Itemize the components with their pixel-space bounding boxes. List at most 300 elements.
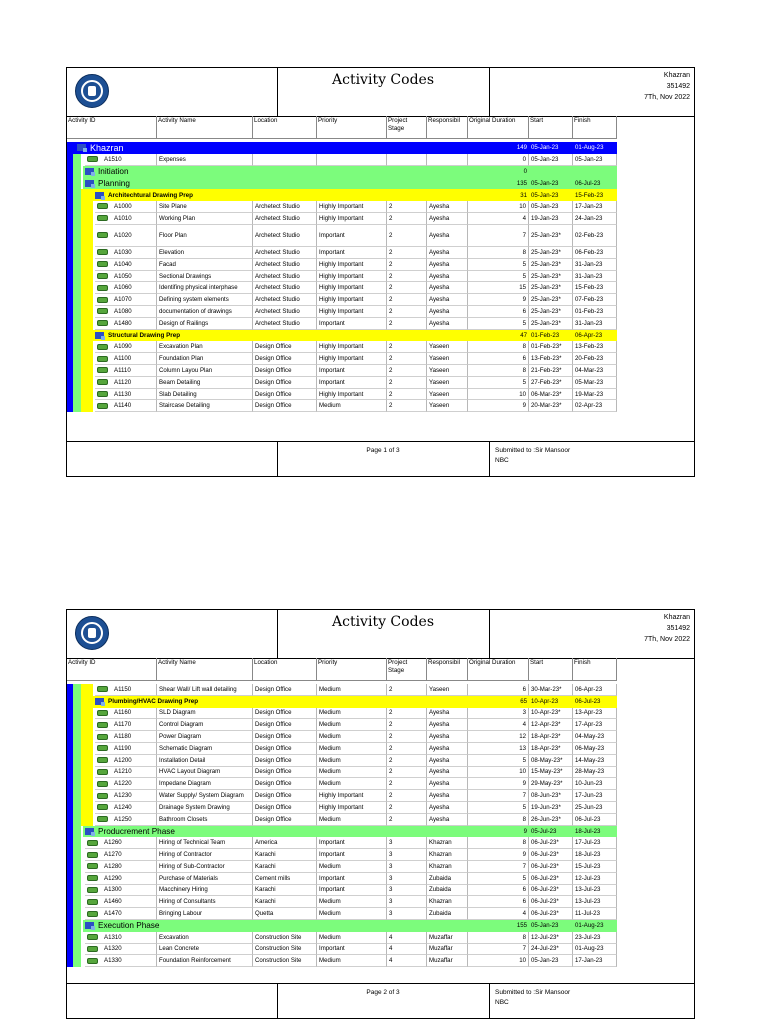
wbs-name: Execution Phase (98, 921, 160, 931)
cell-name: Power Diagram (157, 731, 253, 743)
cell-stage: 2 (387, 377, 427, 389)
cell-dur: 8 (468, 814, 529, 826)
cell-stage: 2 (387, 814, 427, 826)
cell-id (95, 802, 157, 814)
cell-resp: Muzaffar (427, 955, 468, 967)
cell-start: 15-May-23* (529, 767, 573, 779)
wbs-name: Structural Drawing Prep (108, 332, 181, 339)
cell-stage: 2 (387, 294, 427, 306)
cell-finish: 15-Feb-23 (573, 282, 617, 294)
hierarchy-bar-yellow (81, 189, 93, 412)
activity-id: A1330 (104, 957, 122, 965)
cell-pri: Important (317, 944, 387, 956)
wbs-start: 01-Feb-23 (531, 332, 560, 339)
cell-finish: 18-Jul-23 (573, 849, 617, 861)
cell-resp: Yaseen (427, 400, 468, 412)
cell-start: 24-Jul-23* (529, 944, 573, 956)
activity-id: A1460 (104, 898, 122, 906)
activity-id: A1130 (114, 390, 132, 398)
activity-bar-icon (97, 344, 108, 350)
cell-id (85, 932, 157, 944)
cell-stage: 3 (387, 896, 427, 908)
cell-pri: Highly Important (317, 213, 387, 225)
cell-id (95, 778, 157, 790)
cell-id (95, 814, 157, 826)
activity-row[interactable] (67, 213, 617, 225)
activity-row[interactable] (67, 201, 617, 213)
activity-row[interactable] (67, 778, 617, 790)
activity-bar-icon (97, 816, 108, 822)
cell-pri: Medium (317, 400, 387, 412)
cell-start: 21-Feb-23* (529, 365, 573, 377)
activity-bar-icon (97, 793, 108, 799)
cell-id (85, 885, 157, 897)
column-header-name[interactable]: Activity Name (157, 658, 253, 680)
cell-finish: 17-Jul-23 (573, 837, 617, 849)
wbs-name: Plumbing/HVAC Drawing Prep (108, 698, 199, 706)
cell-id (95, 213, 157, 225)
activity-row[interactable] (67, 790, 617, 802)
activity-bar-icon (97, 391, 108, 397)
activity-row[interactable] (67, 306, 617, 318)
cell-start: 08-May-23* (529, 755, 573, 767)
cell-resp: Ayesha (427, 790, 468, 802)
column-header-stage[interactable]: Project Stage (387, 658, 427, 680)
hierarchy-bar-green (73, 684, 81, 967)
cell-dur: 8 (468, 837, 529, 849)
cell-resp: Ayesha (427, 778, 468, 790)
cell-start: 12-Apr-23* (529, 719, 573, 731)
cell-loc: Archetect Studio (253, 306, 317, 318)
cell-id (95, 731, 157, 743)
cell-id (85, 944, 157, 956)
cell-pri: Important (317, 885, 387, 897)
cell-stage: 2 (387, 271, 427, 283)
cell-loc: Design Office (253, 814, 317, 826)
cell-pri: Highly Important (317, 790, 387, 802)
cell-id (95, 259, 157, 271)
wbs-row-green[interactable] (83, 177, 617, 189)
wbs-row-yellow[interactable] (93, 330, 617, 342)
wbs-start: 05-Jan-23 (531, 191, 559, 199)
activity-row[interactable] (67, 708, 617, 720)
cell-resp: Zubaida (427, 873, 468, 885)
cell-finish: 31-Jan-23 (573, 318, 617, 330)
wbs-label (93, 189, 473, 201)
cell-resp: Ayesha (427, 814, 468, 826)
cell-start: 06-Jul-23* (529, 849, 573, 861)
column-header-loc[interactable]: Location (253, 116, 317, 138)
activity-row[interactable] (67, 743, 617, 755)
cell-resp: Yaseen (427, 684, 468, 696)
cell-stage: 2 (387, 790, 427, 802)
wbs-dur: 65 (520, 698, 527, 706)
cell-resp: Ayesha (427, 201, 468, 213)
activity-row[interactable] (67, 247, 617, 259)
wbs-row-blue[interactable] (75, 142, 617, 154)
cell-resp: Ayesha (427, 247, 468, 259)
submitted-to: Submitted to :Sir Mansoor (495, 989, 571, 996)
cell-stage (387, 154, 427, 166)
wbs-label (93, 330, 473, 342)
cell-loc: Design Office (253, 400, 317, 412)
cell-pri: Medium (317, 731, 387, 743)
activity-id: A1050 (114, 272, 132, 280)
activity-bar-icon (97, 285, 108, 291)
wbs-row-green[interactable] (83, 920, 617, 932)
wbs-finish: 06-Apr-23 (575, 332, 603, 339)
cell-pri: Medium (317, 708, 387, 720)
cell-loc: Construction Site (253, 955, 317, 967)
column-header-resp[interactable]: Responsibil (427, 116, 468, 138)
cell-finish: 04-May-23 (573, 731, 617, 743)
cell-id (95, 389, 157, 401)
cell-resp: Ayesha (427, 731, 468, 743)
cell-name: Floor Plan (157, 225, 253, 247)
cell-start: 25-Jan-23* (529, 282, 573, 294)
activity-row[interactable] (67, 684, 617, 696)
activity-bar-icon (97, 710, 108, 716)
cell-pri: Medium (317, 896, 387, 908)
cell-name: Facad (157, 259, 253, 271)
cell-id (85, 873, 157, 885)
cell-dur: 5 (468, 377, 529, 389)
activity-row[interactable] (67, 353, 617, 365)
activity-row[interactable] (67, 154, 617, 166)
activity-bar-icon (97, 261, 108, 267)
cell-id (85, 861, 157, 873)
activity-bar-icon (87, 156, 98, 162)
cell-pri: Important (317, 873, 387, 885)
cell-resp: Ayesha (427, 755, 468, 767)
cell-loc: Design Office (253, 790, 317, 802)
activity-row[interactable] (67, 400, 617, 412)
cell-finish: 28-May-23 (573, 767, 617, 779)
cell-finish: 05-Jan-23 (573, 154, 617, 166)
activity-row[interactable] (67, 389, 617, 401)
cell-stage: 2 (387, 353, 427, 365)
cell-loc: Construction Site (253, 932, 317, 944)
cell-name: Bathroom Closets (157, 814, 253, 826)
column-header-stage[interactable]: Project Stage (387, 116, 427, 138)
cell-start: 25-Jan-23* (529, 294, 573, 306)
column-header-pri[interactable]: Priority (317, 658, 387, 680)
hierarchy-bar-green (73, 154, 81, 412)
cell-loc: Design Office (253, 767, 317, 779)
cell-name: Lean Concrete (157, 944, 253, 956)
cell-resp: Khazran (427, 896, 468, 908)
activity-row[interactable] (67, 944, 617, 956)
cell-loc: Design Office (253, 684, 317, 696)
wbs-folder-icon (85, 828, 94, 835)
cell-id (95, 201, 157, 213)
cell-id (85, 908, 157, 920)
activity-bar-icon (97, 273, 108, 279)
cell-id (95, 790, 157, 802)
cell-finish: 13-Jul-23 (573, 885, 617, 897)
activity-id: A1080 (114, 307, 132, 315)
column-header-finish[interactable]: Finish (573, 658, 617, 680)
cell-name: Schematic Diagram (157, 743, 253, 755)
cell-pri: Important (317, 365, 387, 377)
activity-row[interactable] (67, 294, 617, 306)
activity-row[interactable] (67, 849, 617, 861)
cell-pri: Medium (317, 908, 387, 920)
cell-dur: 6 (468, 885, 529, 897)
cell-dur: 6 (468, 306, 529, 318)
wbs-row-green[interactable] (83, 166, 617, 178)
cell-resp: Zubaida (427, 908, 468, 920)
activity-bar-icon (97, 769, 108, 775)
cell-dur: 6 (468, 896, 529, 908)
company-logo (75, 74, 109, 108)
cell-pri: Medium (317, 861, 387, 873)
activity-bar-icon (87, 958, 98, 964)
activity-row[interactable] (67, 377, 617, 389)
cell-name: Working Plan (157, 213, 253, 225)
cell-loc (253, 154, 317, 166)
column-header-dur[interactable]: Original Duration (468, 116, 529, 138)
activity-id: A1310 (104, 933, 122, 941)
activity-row[interactable] (67, 932, 617, 944)
activity-row[interactable] (67, 767, 617, 779)
cell-loc: Design Office (253, 755, 317, 767)
activity-row[interactable] (67, 885, 617, 897)
cell-stage: 3 (387, 885, 427, 897)
cell-finish: 01-Feb-23 (573, 306, 617, 318)
submitted-to: Submitted to :Sir Mansoor (495, 447, 571, 454)
cell-loc: Archetect Studio (253, 282, 317, 294)
cell-dur: 12 (468, 731, 529, 743)
cell-stage: 2 (387, 802, 427, 814)
cell-name: Hiring of Consultants (157, 896, 253, 908)
wbs-start: 05-Jan-23 (531, 179, 559, 187)
activity-bar-icon (97, 379, 108, 385)
cell-name: Expenses (157, 154, 253, 166)
activity-id: A1160 (114, 709, 132, 717)
cell-name: Site Plane (157, 201, 253, 213)
cell-finish: 31-Jan-23 (573, 259, 617, 271)
wbs-label (83, 920, 463, 932)
cell-resp: Ayesha (427, 767, 468, 779)
activity-bar-icon (87, 852, 98, 858)
activity-row[interactable] (67, 225, 617, 247)
activity-bar-icon (87, 934, 98, 940)
cell-loc: Cement mills (253, 873, 317, 885)
cell-start: 06-Jul-23* (529, 908, 573, 920)
cell-id (95, 306, 157, 318)
wbs-finish: 18-Jul-23 (575, 827, 601, 835)
cell-start: 19-Jan-23 (529, 213, 573, 225)
cell-loc: Design Office (253, 708, 317, 720)
cell-loc: Design Office (253, 802, 317, 814)
cell-stage: 2 (387, 341, 427, 353)
meta-line3: 7Th, Nov 2022 (644, 94, 690, 101)
wbs-row-green[interactable] (83, 826, 617, 838)
activity-id: A1470 (104, 910, 122, 918)
activity-row[interactable] (67, 908, 617, 920)
activity-row[interactable] (67, 861, 617, 873)
footer-left (67, 984, 278, 1018)
cell-id (95, 767, 157, 779)
activity-id: A1210 (114, 768, 132, 776)
activity-bar-icon (97, 686, 108, 692)
activity-row[interactable] (67, 873, 617, 885)
activity-id: A1480 (114, 319, 132, 327)
company-logo (75, 616, 109, 650)
activity-row[interactable] (67, 719, 617, 731)
activity-row[interactable] (67, 802, 617, 814)
cell-finish: 06-Apr-23 (573, 684, 617, 696)
cell-stage: 2 (387, 225, 427, 247)
activity-id: A1150 (114, 685, 132, 693)
column-header-id[interactable]: Activity ID (67, 116, 157, 138)
cell-start: 10-Apr-23* (529, 708, 573, 720)
activity-row[interactable] (67, 814, 617, 826)
cell-name: Identifing physical interphase (157, 282, 253, 294)
activity-row[interactable] (67, 282, 617, 294)
activity-id: A1100 (114, 355, 132, 363)
cell-finish: 19-Mar-23 (573, 389, 617, 401)
wbs-name: Khazran (90, 142, 124, 153)
cell-name: Hiring of Technical Team (157, 837, 253, 849)
column-header-name[interactable]: Activity Name (157, 116, 253, 138)
cell-name: Bringing Labour (157, 908, 253, 920)
activity-id: A1190 (114, 744, 132, 752)
cell-dur: 8 (468, 365, 529, 377)
wbs-row-yellow[interactable] (93, 696, 617, 708)
cell-name: Defining system elements (157, 294, 253, 306)
wbs-finish: 15-Feb-23 (575, 191, 604, 199)
activity-row[interactable] (67, 955, 617, 967)
header-meta (644, 612, 690, 645)
title-cell (277, 610, 490, 658)
hierarchy-bar-yellow (81, 684, 93, 826)
cell-name: Installation Detail (157, 755, 253, 767)
cell-loc: Construction Site (253, 944, 317, 956)
cell-dur: 9 (468, 849, 529, 861)
column-header-start[interactable]: Start (529, 116, 573, 138)
wbs-start: 10-Apr-23 (531, 698, 559, 706)
cell-stage: 2 (387, 684, 427, 696)
cell-stage: 2 (387, 259, 427, 271)
activity-bar-icon (97, 403, 108, 409)
cell-resp: Ayesha (427, 318, 468, 330)
activity-row[interactable] (67, 837, 617, 849)
activity-bar-icon (87, 863, 98, 869)
cell-resp: Yaseen (427, 341, 468, 353)
cell-stage: 4 (387, 955, 427, 967)
cell-resp: Yaseen (427, 353, 468, 365)
cell-resp: Ayesha (427, 802, 468, 814)
cell-name: Drainage System Drawing (157, 802, 253, 814)
wbs-finish: 01-Aug-23 (575, 922, 604, 930)
cell-start: 06-Jul-23* (529, 861, 573, 873)
column-header-id[interactable]: Activity ID (67, 658, 157, 680)
report-page-1 (66, 67, 695, 477)
activity-row[interactable] (67, 341, 617, 353)
activity-id: A1170 (114, 721, 132, 729)
wbs-folder-icon (85, 922, 94, 929)
cell-id (85, 896, 157, 908)
cell-stage: 2 (387, 282, 427, 294)
cell-dur: 5 (468, 318, 529, 330)
column-header-start[interactable]: Start (529, 658, 573, 680)
column-header-dur[interactable]: Original Duration (468, 658, 529, 680)
cell-start: 08-Jun-23* (529, 790, 573, 802)
cell-id (85, 837, 157, 849)
cell-name: Foundation Reinforcement (157, 955, 253, 967)
wbs-row-yellow[interactable] (93, 189, 617, 201)
activity-row[interactable] (67, 318, 617, 330)
cell-stage: 2 (387, 778, 427, 790)
cell-dur: 10 (468, 767, 529, 779)
cell-resp: Ayesha (427, 271, 468, 283)
cell-loc: Archetect Studio (253, 201, 317, 213)
cell-pri: Important (317, 247, 387, 259)
cell-resp: Khazran (427, 849, 468, 861)
activity-bar-icon (97, 215, 108, 221)
column-header-row (67, 116, 617, 139)
cell-resp: Khazran (427, 837, 468, 849)
cell-name: Sectional Drawings (157, 271, 253, 283)
column-header-finish[interactable]: Finish (573, 116, 617, 138)
wbs-label (75, 142, 455, 154)
cell-dur: 7 (468, 944, 529, 956)
activity-id: A1230 (114, 792, 132, 800)
cell-stage: 2 (387, 213, 427, 225)
cell-start: 19-Jun-23* (529, 802, 573, 814)
activity-id: A1180 (114, 733, 132, 741)
meta-line2: 351492 (666, 625, 690, 632)
cell-finish: 10-Jun-23 (573, 778, 617, 790)
activity-bar-icon (97, 745, 108, 751)
column-header-loc[interactable]: Location (253, 658, 317, 680)
activity-row[interactable] (67, 896, 617, 908)
cell-pri: Highly Important (317, 389, 387, 401)
activity-id: A1260 (104, 839, 122, 847)
cell-pri: Medium (317, 755, 387, 767)
cell-id (95, 294, 157, 306)
organization: NBC (495, 457, 509, 464)
activity-row[interactable] (67, 755, 617, 767)
cell-resp: Muzaffar (427, 932, 468, 944)
activity-row[interactable] (67, 731, 617, 743)
cell-finish: 20-Feb-23 (573, 353, 617, 365)
wbs-dur: 0 (523, 167, 527, 175)
activity-row[interactable] (67, 259, 617, 271)
cell-stage: 2 (387, 731, 427, 743)
cell-dur: 0 (468, 154, 529, 166)
cell-start: 25-Jan-23* (529, 318, 573, 330)
cell-dur: 5 (468, 271, 529, 283)
cell-name: Water Supply/ System Diagram (157, 790, 253, 802)
column-header-pri[interactable]: Priority (317, 116, 387, 138)
cell-pri: Medium (317, 778, 387, 790)
cell-resp: Ayesha (427, 708, 468, 720)
activity-row[interactable] (67, 271, 617, 283)
activity-bar-icon (97, 297, 108, 303)
cell-finish: 24-Jan-23 (573, 213, 617, 225)
cell-resp: Ayesha (427, 259, 468, 271)
cell-pri: Highly Important (317, 341, 387, 353)
column-header-resp[interactable]: Responsibil (427, 658, 468, 680)
cell-name: Slab Detailing (157, 389, 253, 401)
activity-id: A1510 (104, 155, 122, 163)
activity-row[interactable] (67, 365, 617, 377)
cell-resp: Muzaffar (427, 944, 468, 956)
cell-finish: 23-Jul-23 (573, 932, 617, 944)
